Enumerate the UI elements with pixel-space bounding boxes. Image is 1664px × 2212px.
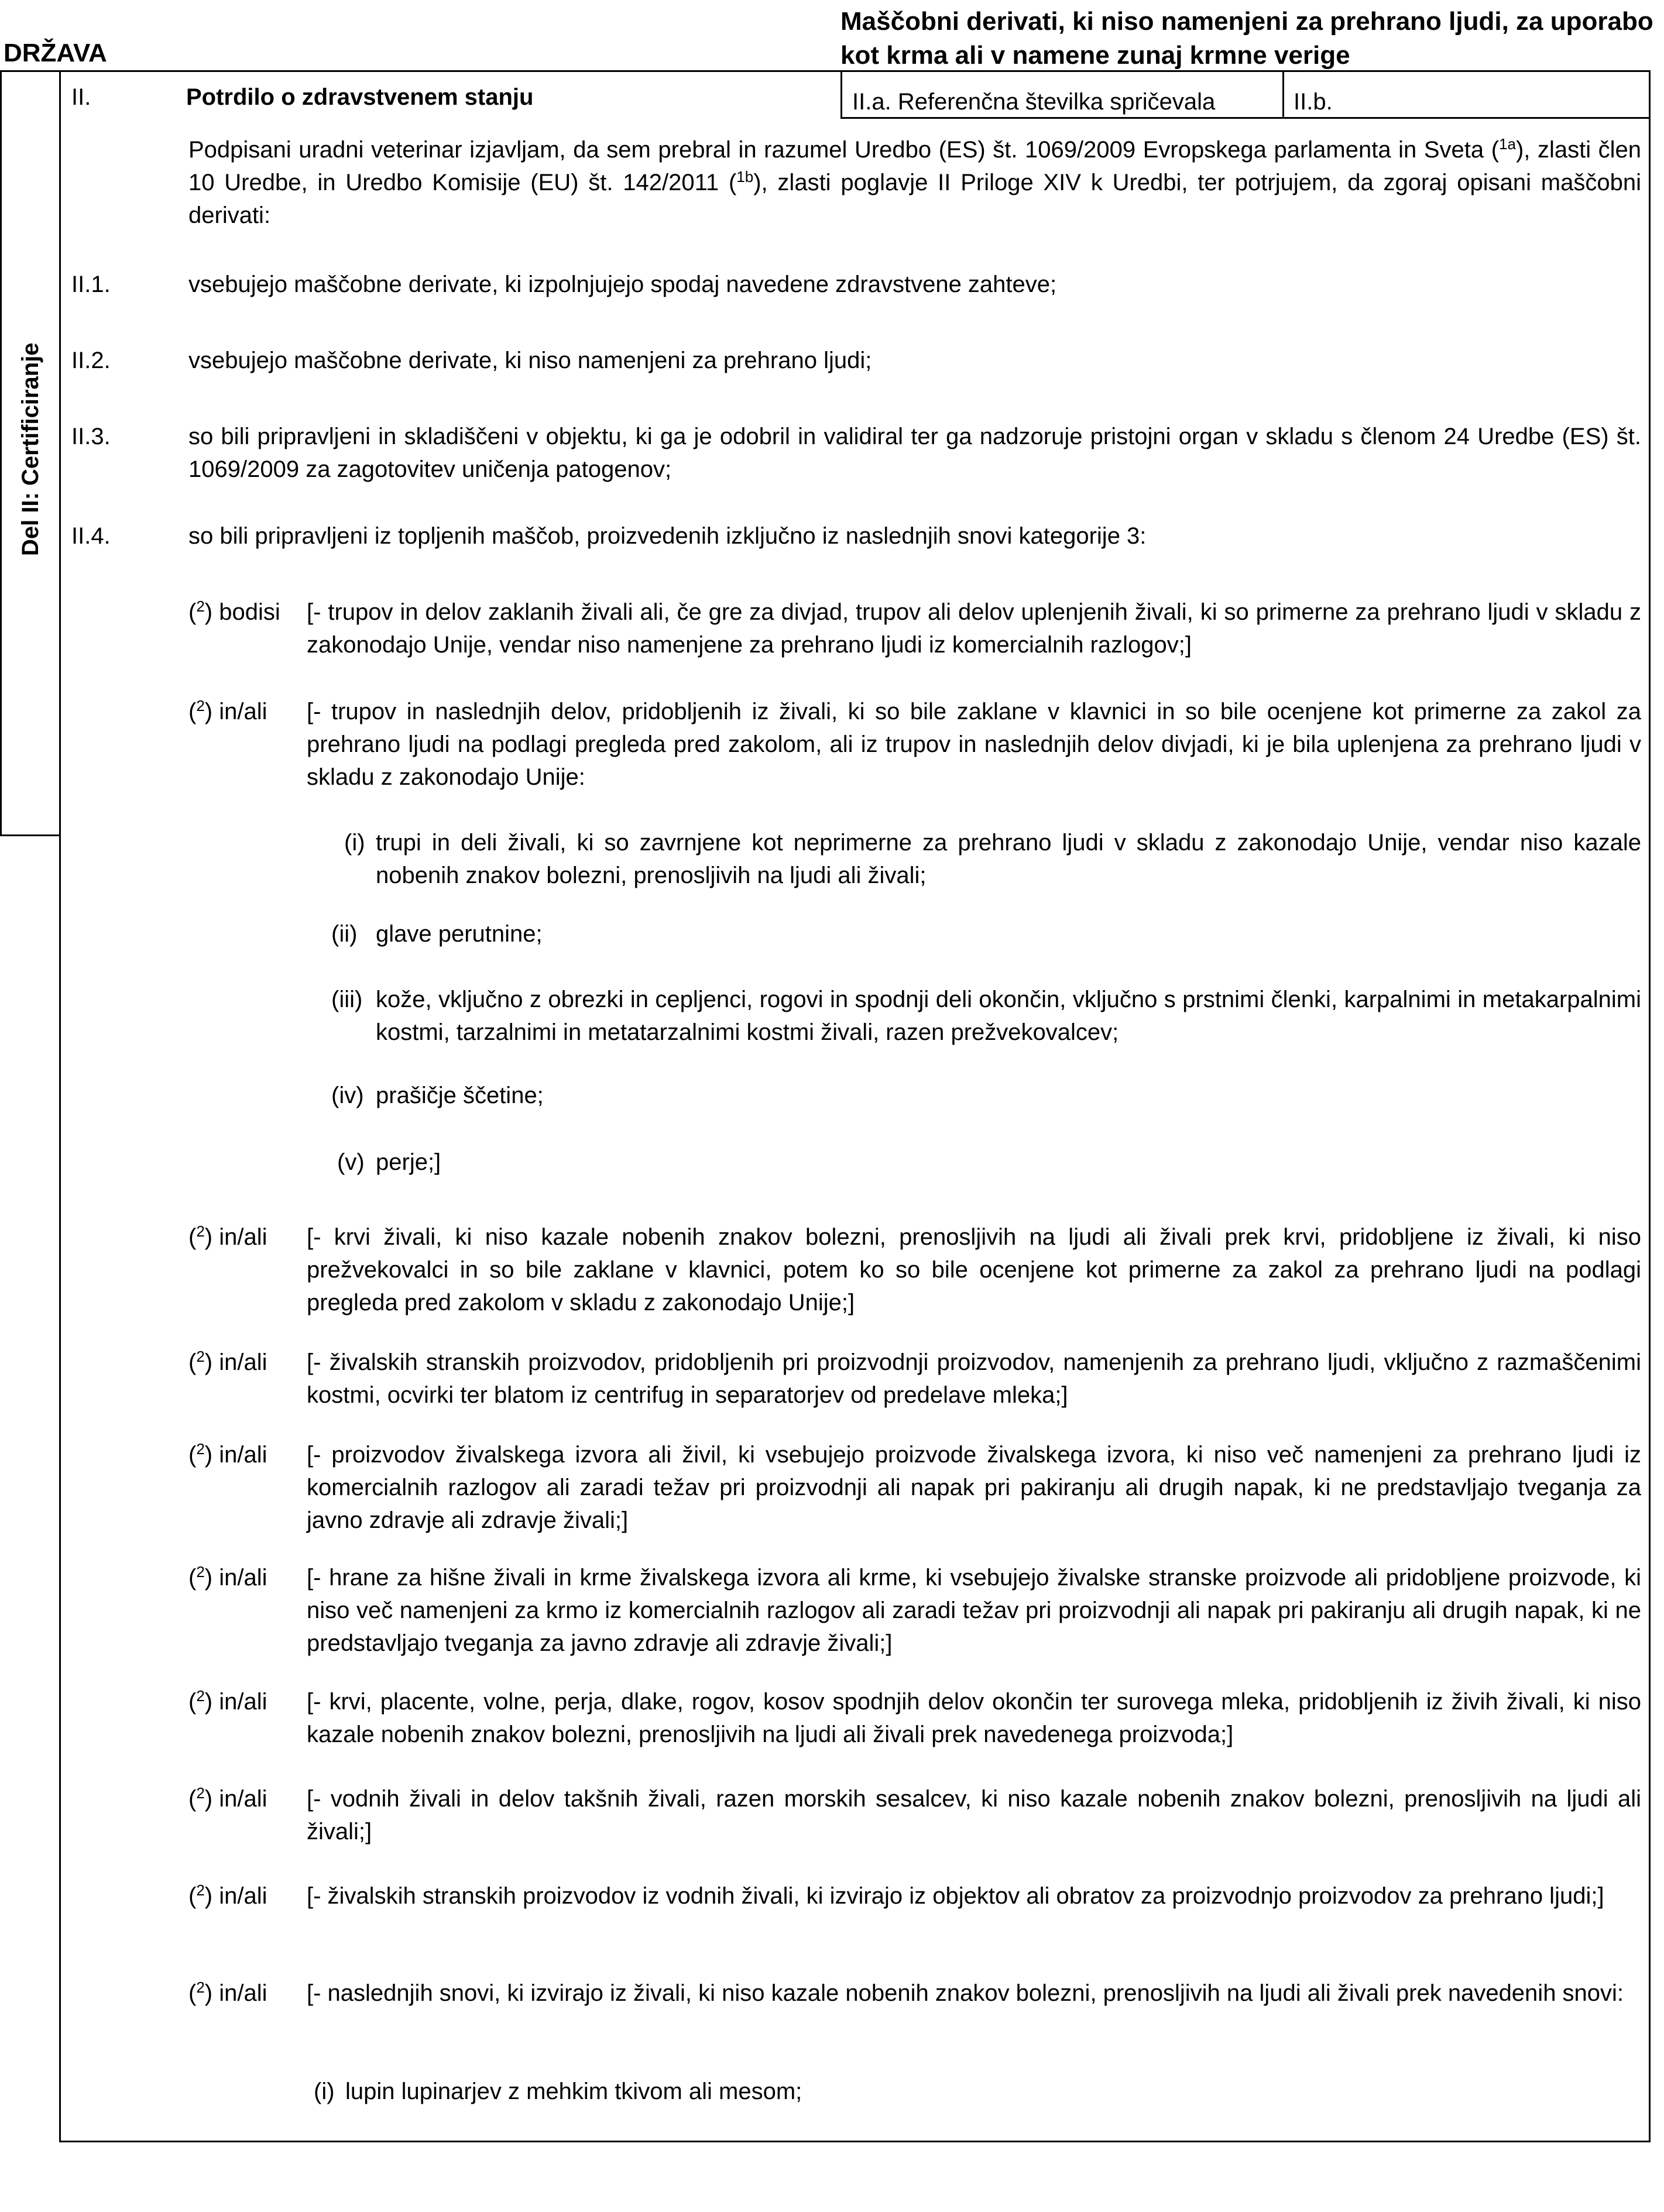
option-text: [- živalskih stranskih proizvodov, pridobljenih pri proizvodnji proizvodov, namenjenih za prehrano ljudi, vključno z razmaščenimi kostmi, ocvirki ter blatom iz centrifug in separatorjev od predelave mleka;]: [307, 1349, 1641, 1408]
item-text: vsebujejo maščobne derivate, ki niso namenjeni za prehrano ljudi;: [188, 348, 872, 373]
intro-text-2: ), zlasti člen 10 Uredbe, in Uredbo Komisije (EU) št. 142/2011 (: [188, 137, 1642, 195]
ref-cell-left: [840, 70, 842, 119]
top-rule: [0, 70, 1651, 72]
section-title: Potrdilo o zdravstvenem stanju: [186, 84, 534, 110]
country-label: DRŽAVA: [4, 39, 107, 67]
footnote-ref-1a: 1a: [1499, 135, 1516, 153]
side-label: Del II: Certificiranje: [18, 342, 43, 556]
option-text: [- hrane za hišne živali in krme živalskega izvora ali krme, ki vsebujejo živalske stranske proizvode ali pridobljene proizvode, ki niso več namenjeni za krmo iz komercialnih razlogov ali zaradi težav pri proizvodnji ali napak pri pakiranju ali drugih napak, ki ne predstavljajo tveganja za javno zdravje ali zdravje živali;]: [307, 1565, 1641, 1656]
option-label: ($^2$) bodisi: [188, 597, 280, 625]
subitem-number: (ii): [331, 921, 358, 947]
item-number: II.2.: [71, 348, 111, 373]
right-frame: [1649, 70, 1651, 2142]
item-number: II.3.: [71, 424, 111, 449]
option-label: ($^2$) in/ali: [188, 1881, 267, 1909]
option-label: ($^2$) in/ali: [188, 1563, 267, 1591]
option-label: ($^2$) in/ali: [188, 697, 267, 724]
option-text: [- krvi živali, ki niso kazale nobenih znakov bolezni, prenosljivih na ljudi ali živali prek krvi, pridobljene iz živali, ki niso prežvekovalci in so bile zaklane v klavnici, potem ko so bile ocenjene kot primerne za zakol za prehrano ljudi na podlagi pregleda pred zakolom v skladu z zakonodajo Unije;]: [307, 1224, 1641, 1315]
reference-b-label: II.b.: [1294, 89, 1333, 115]
document-title-line1: Maščobni derivati, ki niso namenjeni za prehrano ljudi, za uporabo: [840, 7, 1653, 36]
option-label: ($^2$) in/ali: [188, 1979, 267, 2006]
subitem-number: (iv): [331, 1083, 364, 1108]
option-label: ($^2$) in/ali: [188, 1222, 267, 1250]
option-text: [- živalskih stranskih proizvodov iz vodnih živali, ki izvirajo iz objektov ali obratov za proizvodnjo proizvodov za prehrano ljudi;]: [307, 1883, 1604, 1909]
item-text: vsebujejo maščobne derivate, ki izpolnjujejo spodaj navedene zdravstvene zahteve;: [188, 272, 1057, 297]
item-number: II.1.: [71, 272, 111, 297]
subitem-text: kože, vključno z obrezki in cepljenci, rogovi in spodnji deli okončin, vključno s prstnimi členki, karpalnimi in metakarpalnimi kostmi, tarzalnimi in metatarzalnimi kostmi živali, razen prežvekovalcev;: [376, 987, 1641, 1045]
intro-paragraph: [188, 133, 1641, 232]
option-text: [- proizvodov živalskega izvora ali živil, ki vsebujejo proizvode živalskega izvora, ki niso več namenjeni za prehrano ljudi iz komercialnih razlogov ali zaradi težav pri proizvodnji ali napak pri pakiranju ali drugih napak, ki ne predstavljajo tveganja za javno zdravje ali zdravje živali;]: [307, 1442, 1641, 1533]
option-label: ($^2$) in/ali: [188, 1440, 267, 1468]
option-label: ($^2$) in/ali: [188, 1687, 267, 1715]
document-title: [840, 5, 1660, 73]
ref-b-cell-left: [1282, 70, 1284, 119]
option-text: [- krvi, placente, volne, perja, dlake, rogov, kosov spodnjih delov okončin ter surovega mleka, pridobljenih iz živih živali, ki niso kazale nobenih znakov bolezni, prenosljivih na ljudi ali živali prek navedenega proizvoda;]: [307, 1689, 1641, 1747]
option-text: [- trupov in naslednjih delov, pridobljenih iz živali, ki so bile zaklane v klavnici in so bile ocenjene kot primerne za zakol za prehrano ljudi na podlagi pregleda pred zakolom, ali iz trupov in naslednjih delov divjadi, ki je bila uplenjena za prehrano ljudi v skladu z zakonodajo Unije:: [307, 699, 1641, 790]
footnote-ref-1b: 1b: [736, 168, 754, 186]
subitem-text: glave perutnine;: [376, 921, 543, 947]
intro-text-3: ), zlasti poglavje II Priloge XIV k Uredbi, ter potrjujem, da zgoraj opisani maščobni derivati:: [188, 170, 1641, 228]
subitem-number: (iii): [331, 987, 363, 1012]
item-number: II.4.: [71, 523, 111, 549]
subitem-text: perje;]: [376, 1149, 441, 1175]
item-text: so bili pripravljeni iz topljenih maščob, proizvedenih izključno iz naslednjih snovi kategorije 3:: [188, 523, 1147, 549]
side-label-bottom-rule: [0, 834, 60, 836]
item-text: so bili pripravljeni in skladiščeni v objektu, ki ga je odobril in validiral ter ga nadzoruje pristojni organ v skladu s členom 24 Uredbe (ES) št. 1069/2009 za zagotovitev uničenja patogenov;: [188, 424, 1641, 482]
subitem-number: (i): [344, 830, 365, 856]
option-text: [- naslednjih snovi, ki izvirajo iz živali, ki niso kazale nobenih znakov bolezni, prenosljivih na ljudi ali živali prek navedenih snovi:: [307, 1980, 1624, 2006]
option-text: [- vodnih živali in delov takšnih živali, razen morskih sesalcev, ki niso kazale nobenih znakov bolezni, prenosljivih na ljudi ali živali;]: [307, 1786, 1641, 1845]
subitem-text: lupin lupinarjev z mehkim tkivom ali mesom;: [345, 2079, 802, 2104]
option-text: [- trupov in delov zaklanih živali ali, če gre za divjad, trupov ali delov uplenjenih živali, ki so primerne za prehrano ljudi v skladu z zakonodajo Unije, vendar niso namenjene za prehrano ljudi iz komercialnih razlogov;]: [307, 599, 1641, 658]
intro-text-1: Podpisani uradni veterinar izjavljam, da sem prebral in razumel Uredbo (ES) št. 1069/2009 Evropskega parlamenta in Sveta (: [188, 137, 1500, 163]
section-number: II.: [71, 84, 91, 110]
option-label: ($^2$) in/ali: [188, 1784, 267, 1812]
subitem-text: prašičje ščetine;: [376, 1083, 544, 1108]
subitem-number: (v): [337, 1149, 365, 1175]
subitem-number: (i): [314, 2079, 335, 2104]
reference-number-label: II.a. Referenčna številka spričevala: [852, 89, 1216, 115]
inner-left-frame: [59, 70, 61, 2142]
option-label: ($^2$) in/ali: [188, 1348, 267, 1375]
left-frame: [0, 70, 2, 836]
document-title-line2: kot krma ali v namene zunaj krmne verige: [840, 41, 1350, 70]
subitem-text: trupi in deli živali, ki so zavrnjene kot neprimerne za prehrano ljudi v skladu z zakonodajo Unije, vendar niso kazale nobenih znakov bolezni, prenosljivih na ljudi ali živali;: [376, 830, 1641, 888]
bottom-rule: [59, 2141, 1651, 2142]
